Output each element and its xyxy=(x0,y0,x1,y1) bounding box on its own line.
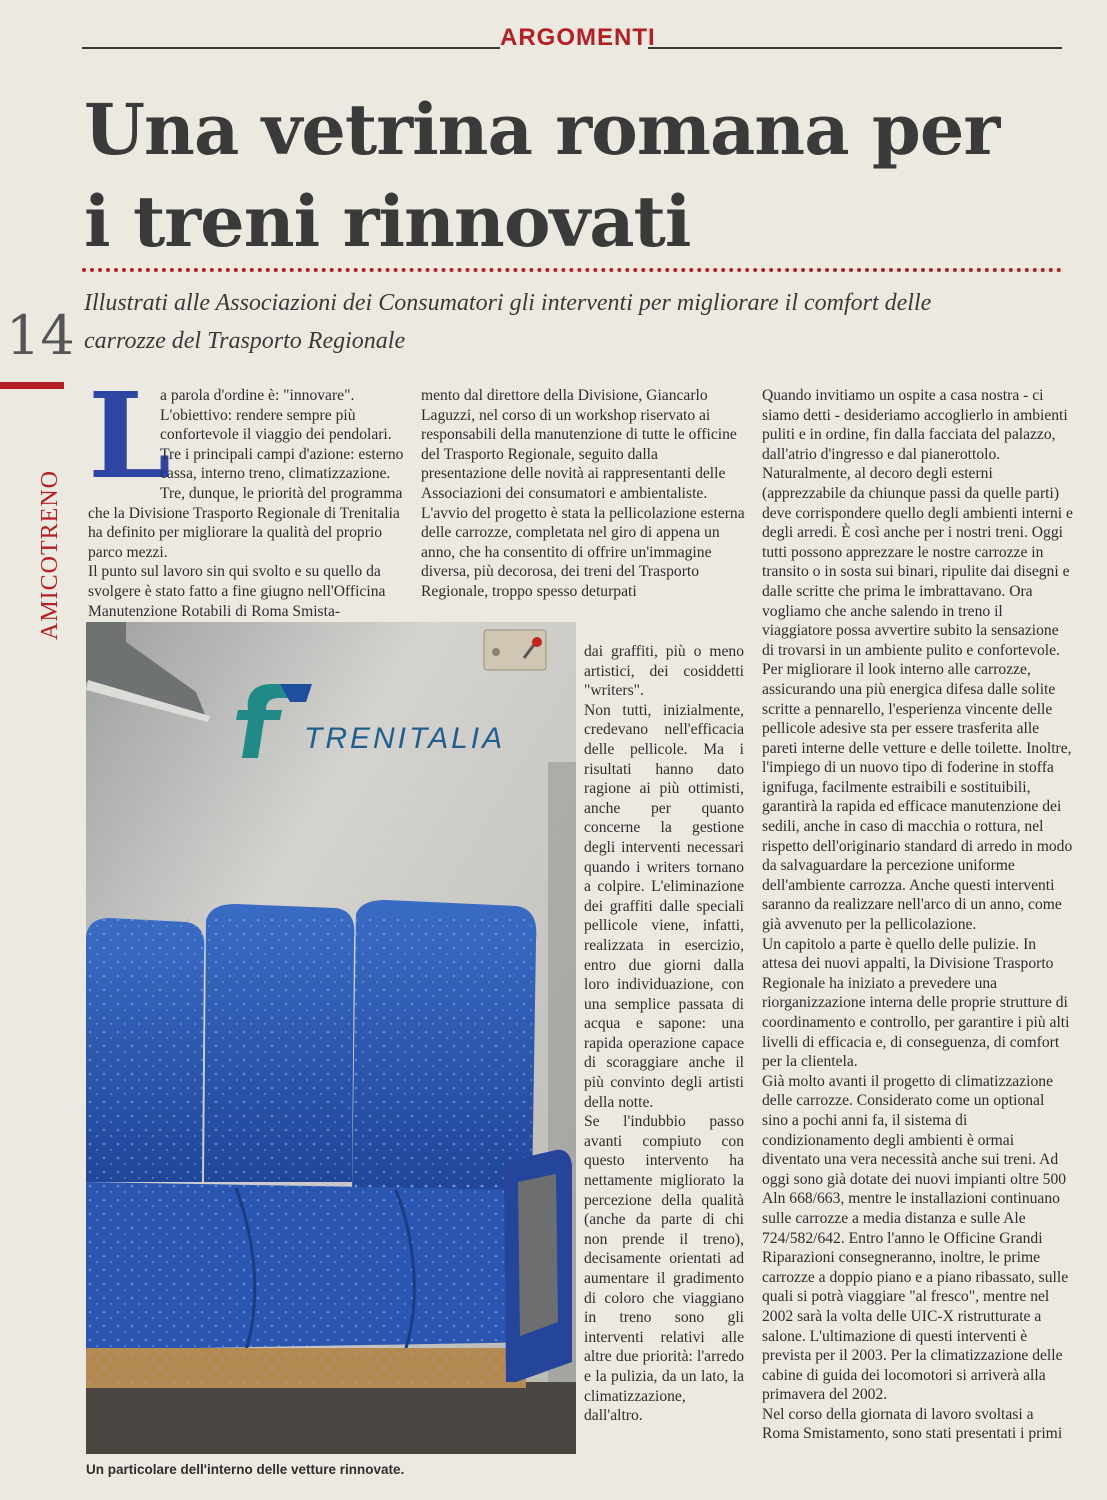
headline: Una vetrina romana per i treni rinnovati xyxy=(84,88,1000,263)
margin-red-bar xyxy=(0,382,64,389)
article-column-1 xyxy=(88,366,406,621)
floor xyxy=(86,1382,576,1454)
train-interior-photo xyxy=(86,622,576,1454)
section-label: ARGOMENTI xyxy=(500,24,656,51)
cushion-fabric-pattern xyxy=(86,1182,548,1350)
paragraph: dai graffiti, più o meno artistici, dei cosiddetti "writers". xyxy=(584,643,744,700)
seat-fabric-pattern xyxy=(86,918,536,1192)
train-interior-illustration xyxy=(86,622,576,1454)
paragraph: Non tutti, inizialmente, credevano nell'efficacia delle pellicole. Ma i risultati hanno dato ragione ai più ottimisti, anche per quanto concerne la gestione degli interventi necessari quando i writers tornano a colpire. L'eliminazione dei graffiti dalle speciali pellicole viene, infatti, realizzata in esercizio, entro due giorni dalla loro individuazione, con una semplice passata di acqua e sapone: una rapida operazione capace di scoraggiare anche il più convinto degli artisti della notte. xyxy=(584,701,744,1111)
panel-knob xyxy=(492,648,500,656)
article-column-2-narrow xyxy=(584,642,744,1426)
photo-caption: Un particolare dell'interno delle vetture rinnovate. xyxy=(86,1462,405,1477)
paragraph: Per migliorare il look interno alle carrozze, assicurando una più energica difesa dalle solite scritte a pennarello, l'esperienza vincente delle pellicole adesive sta per essere trasferita alle pareti interne delle vetture e delle toilette. Inoltre, l'impiego di un nuovo tipo di foderine in stoffa ignifuga, facilmente estraibili e sostituibili, garantirà la rapida ed efficace manutenzione dei sedili, anche in caso di macchia o rottura, nel rispetto dell'originario standard di arredo in modo da salvaguardare la percezione uniforme dell'ambiente carrozza. Anche questi interventi saranno da realizzare nell'arco di un anno, come già avvenuto per la pellicolazione. xyxy=(762,661,1073,934)
paragraph: Nel corso della giornata di lavoro svoltasi a Roma Smistamento, sono stati presentati i primi xyxy=(762,1405,1063,1443)
drop-cap-spacer xyxy=(88,366,171,505)
dotted-divider xyxy=(82,268,1062,272)
article-column-3 xyxy=(762,386,1074,1444)
panel-red-knob xyxy=(532,637,542,647)
magazine-vertical-label: AMICOTRENO xyxy=(37,470,63,640)
article-column-2 xyxy=(421,386,745,602)
subheadline: Illustrati alle Associazioni dei Consumatori gli interventi per migliorare il comfort delle carrozze del Trasporto Regionale xyxy=(84,290,932,354)
paragraph: Un capitolo a parte è quello delle pulizie. In attesa dei nuovi appalti, la Divisione Trasporto Regionale ha iniziato a prevedere una riorganizzazione interna delle proprie strutture di coordinamento e controllo, per garantire i più alti livelli di efficacia e, di conseguenza, di comfort per la clientela. xyxy=(762,935,1070,1071)
paragraph: a parola d'ordine è: "innovare". L'obiettivo: rendere sempre più confortevole il viaggio dei pendolari. Tre i principali campi d'azione: esterno cassa, interno treno, climatizzazione. Tre, dunque, le priorità del programma che la Divisione Trasporto Regionale di Trenitalia ha definito per migliorare la qualità del proprio parco mezzi. xyxy=(88,387,404,561)
armrest-ashtray xyxy=(518,1174,558,1336)
paragraph: Se l'indubbio passo avanti compiuto con questo intervento ha nettamente migliorato la percezione della qualità (anche da parte di chi non prende il treno), decisamente orientati ad aumentare il gradimento di coloro che viaggiano in treno sono gli interventi relativi alle altre due priorità: l'arredo e la pulizia, da un lato, la climatizzazione, dall'altro. xyxy=(584,1113,744,1425)
paragraph: Già molto avanti il progetto di climatizzazione delle carrozze. Considerato come un optional sino a pochi anni fa, il sistema di condizionamento degli ambienti è ormai diventato una vera necessità anche sui treni. Ad oggi sono già dotate dei nuovi impianti oltre 500 Aln 668/663, mentre le installazioni continuano sulle carrozze a media distanza e sulle Ale 724/582/642. Entro l'anno le Officine Grandi Riparazioni consegneranno, inoltre, le prime carrozze a doppio piano e a piano ribassato, sulle quali si potrà viaggiare "al fresco", mentre nel 2002 sarà la volta delle UIC-X ristrutturate a salone. L'ultimazione di questi interventi è prevista per il 2003. Per la climatizzazione delle cabine di guida dei locomotori si arriverà alla primavera del 2002. xyxy=(762,1072,1069,1404)
paragraph: L'avvio del progetto è stata la pellicolazione esterna delle carrozze, completata nel giro di appena un anno, che ha consentito di offrire un'immagine diversa, più decorosa, dei treni del Trasporto Regionale, troppo spesso deturpati xyxy=(421,504,745,600)
seat-base-texture xyxy=(86,1348,526,1388)
trenitalia-logo-text: TRENITALIA xyxy=(304,722,506,755)
drop-cap: L xyxy=(88,366,171,505)
paragraph: Il punto sul lavoro sin qui svolto e su quello da svolgere è stato fatto a fine giugno nell'Officina Manutenzione Rotabili di Roma Smista- xyxy=(88,563,386,620)
page-number: 14 xyxy=(6,304,75,367)
paragraph: mento dal direttore della Divisione, Giancarlo Laguzzi, nel corso di un workshop riservato ai responsabili della manutenzione di tutte le officine del Trasporto Regionale, seguito dalla presentazione delle novità ai rappresentanti delle Associazioni dei consumatori e ambientaliste. xyxy=(421,387,737,502)
paragraph: Quando invitiamo un ospite a casa nostra - ci siamo detti - desideriamo accoglierlo in ambienti puliti e in ordine, fin dalla facciata del palazzo, dall'atrio d'ingresso e dal pianerottolo. Naturalmente, al decoro degli esterni (apprezzabile da chiunque passi da quelle parti) deve corrispondere quello degli ambienti interni e degli arredi. È così anche per i nostri treni. Oggi tutti possono apprezzare le nostre carrozze in transito o in sosta sui binari, ripulite dai disegni e dalle scritte che prima le imbrattavano. Ora vogliamo che anche salendo in treno il viaggiatore possa avvertire subito la sensazione di trovarsi in un ambiente pulito e confortevole. xyxy=(762,387,1073,659)
